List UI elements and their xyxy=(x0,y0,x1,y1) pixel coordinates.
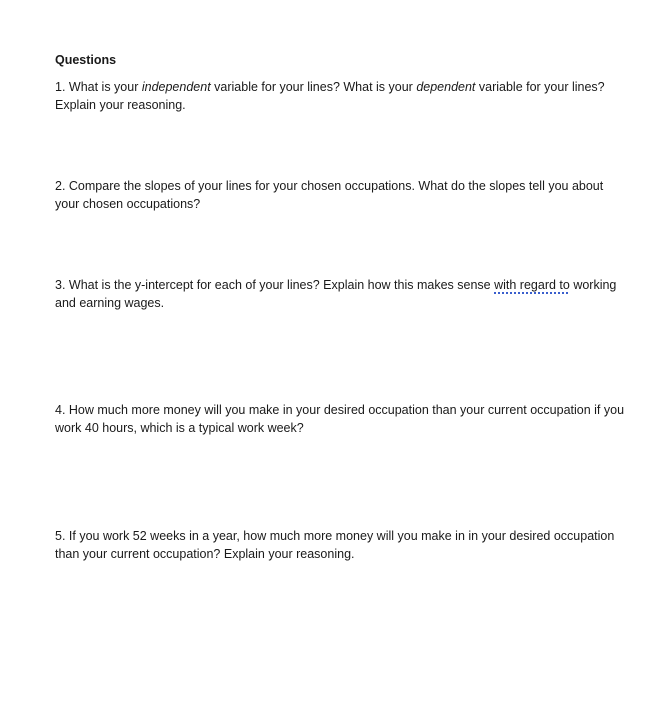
grammar-flag-underline[interactable]: with regard to xyxy=(494,278,570,292)
question-2-line-1: 2. Compare the slopes of your lines for your chosen occupations. What do the slopes tell you about xyxy=(55,179,604,193)
question-5 xyxy=(55,528,635,563)
question-2 xyxy=(55,178,635,213)
question-1-emphasis-independent: independent xyxy=(141,80,211,94)
question-1 xyxy=(55,79,635,114)
question-1-text-end: variable for your lines? xyxy=(475,80,605,94)
question-4 xyxy=(55,402,635,437)
question-3-line-2: and earning wages. xyxy=(55,295,165,310)
question-3 xyxy=(55,277,635,312)
question-1-text: 1. What is your xyxy=(55,80,142,94)
question-2-line-2: your chosen occupations? xyxy=(55,196,201,211)
question-1-emphasis-dependent: dependent xyxy=(416,80,476,94)
questions-heading: Questions xyxy=(55,53,117,67)
question-1-text-cont: variable for your lines? What is your xyxy=(210,80,417,94)
question-4-line-1: 4. How much more money will you make in your desired occupation than your current occupation if you xyxy=(55,403,625,417)
question-4-line-2: work 40 hours, which is a typical work week? xyxy=(55,420,304,435)
question-5-line-1: 5. If you work 52 weeks in a year, how much more money will you make in in your desired occupation xyxy=(55,529,615,543)
question-3-text: 3. What is the y-intercept for each of your lines? Explain how this makes sense xyxy=(55,278,495,292)
question-5-line-2: than your current occupation? Explain your reasoning. xyxy=(55,546,355,561)
question-1-line-2: Explain your reasoning. xyxy=(55,97,186,112)
question-3-text-end: working xyxy=(569,278,617,292)
